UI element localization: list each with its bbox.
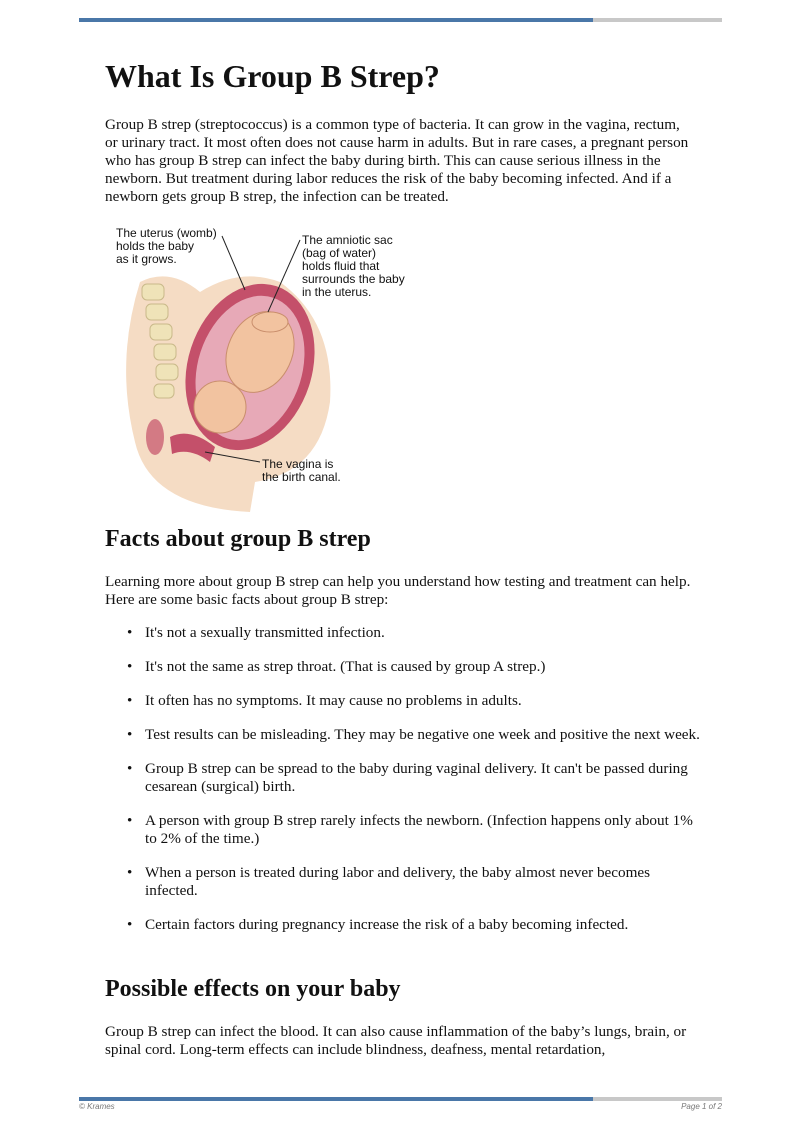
footer-copyright: © Krames bbox=[79, 1102, 115, 1111]
intro-paragraph: Group B strep (streptococcus) is a common type of bacteria. It can grow in the vagina, rectum, or urinary tract. It most often does not cause harm in adults. But in rare cases, a pregnant person who has group B strep can infect the baby during birth. This can cause serious illness in the newborn. But treatment during labor reduces the risk of the baby becoming infected. And if a newborn gets group B strep, the infection can be treated. bbox=[105, 116, 689, 205]
label-sac-line5: in the uterus. bbox=[302, 285, 372, 299]
page-title: What Is Group B Strep? bbox=[105, 58, 440, 94]
label-sac-line4: surrounds the baby bbox=[302, 272, 405, 286]
label-vagina-line1: The vagina is bbox=[262, 457, 334, 471]
label-sac-line2: (bag of water) bbox=[302, 246, 377, 260]
label-sac-line3: holds fluid that bbox=[302, 259, 380, 273]
footer-page-number: Page 1 of 2 bbox=[681, 1102, 722, 1111]
label-uterus-line1: The uterus (womb) bbox=[116, 226, 217, 240]
bladder-shape bbox=[146, 419, 164, 455]
label-uterus-line3: as it grows. bbox=[116, 252, 177, 266]
list-item: • When a person is treated during labor and delivery, the baby almost never becomes infected. bbox=[105, 864, 705, 900]
list-item: • Group B strep can be spread to the baby during vaginal delivery. It can't be passed during cesarean (surgical) birth. bbox=[105, 760, 705, 796]
facts-intro: Learning more about group B strep can help you understand how testing and treatment can help. Here are some basic facts about group B strep: bbox=[105, 573, 691, 608]
effects-heading: Possible effects on your baby bbox=[105, 976, 401, 1002]
uterus-illustration bbox=[110, 222, 420, 512]
list-item: • It often has no symptoms. It may cause no problems in adults. bbox=[105, 692, 705, 710]
header-progress-bar bbox=[79, 18, 722, 22]
effects-paragraph: Group B strep can infect the blood. It can also cause inflammation of the baby’s lungs, brain, or spinal cord. Long-term effects can include blindness, deafness, mental retardation, bbox=[105, 1023, 687, 1058]
footer-progress-bar bbox=[79, 1097, 722, 1101]
list-item: • It's not the same as strep throat. (That is caused by group A strep.) bbox=[105, 658, 705, 676]
label-sac-line1: The amniotic sac bbox=[302, 233, 393, 247]
facts-heading: Facts about group B strep bbox=[105, 526, 371, 552]
facts-list bbox=[105, 624, 705, 934]
list-item: • Certain factors during pregnancy increase the risk of a baby becoming infected. bbox=[105, 916, 705, 934]
list-item: • It's not a sexually transmitted infection. bbox=[105, 624, 705, 642]
label-uterus-line2: holds the baby bbox=[116, 239, 195, 253]
label-vagina-line2: the birth canal. bbox=[262, 470, 341, 484]
list-item: • Test results can be misleading. They may be negative one week and positive the next week. bbox=[105, 726, 705, 744]
list-item: • A person with group B strep rarely infects the newborn. (Infection happens only about 1% to 2% of the time.) bbox=[105, 812, 705, 848]
